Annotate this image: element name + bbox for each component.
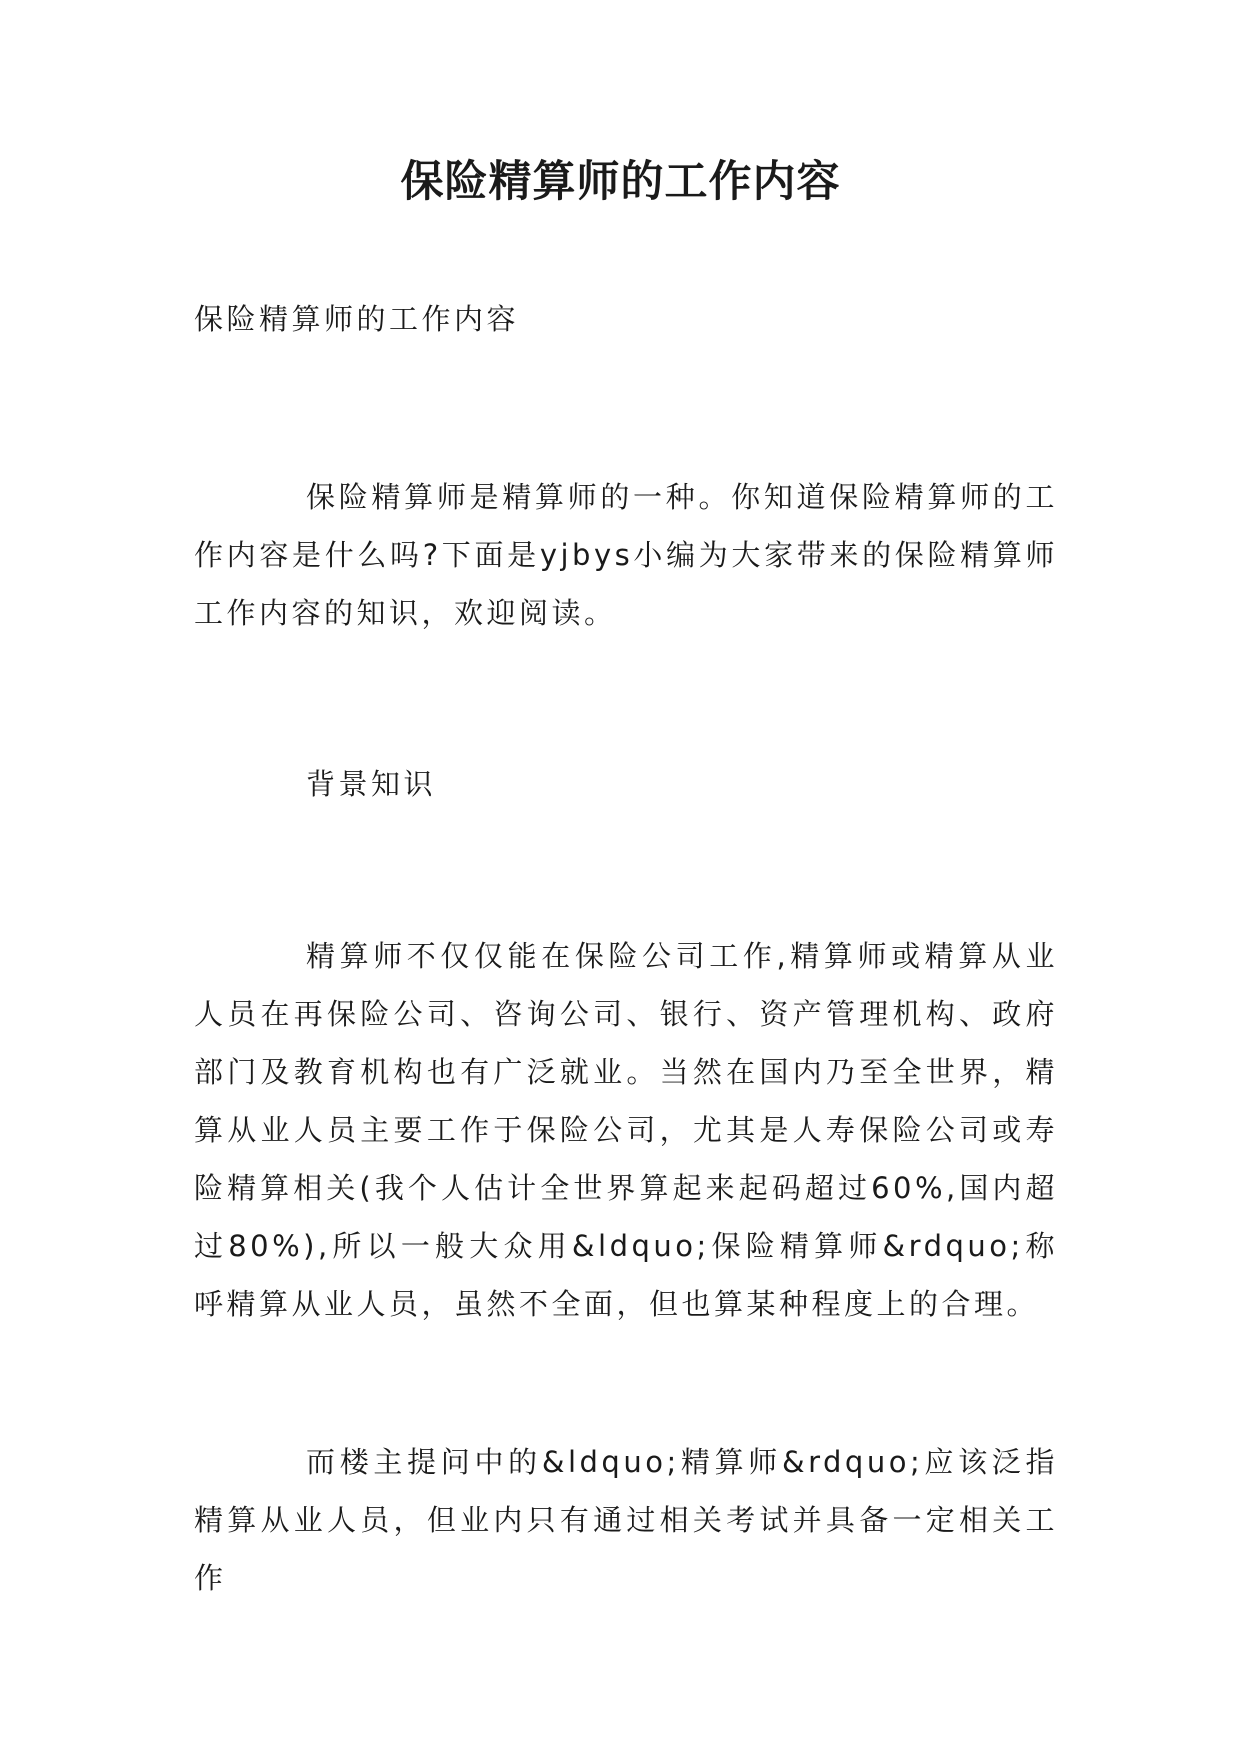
body-paragraph-1: 精算师不仅仅能在保险公司工作,精算师或精算从业人员在再保险公司、咨询公司、银行、资产管理机构、政府部门及教育机构也有广泛就业。当然在国内乃至全世界，精算从业人员主要工作于保险公司，尤其是人寿保险公司或寿险精算相关(我个人估计全世界算起来起码超过60%,国内超过80%),所以一般大众用&ldquo;保险精算师&rdquo;称呼精算从业人员，虽然不全面，但也算某种程度上的合理。 — [194, 939, 1058, 1321]
document-subtitle: 保险精算师的工作内容 — [194, 302, 520, 336]
body-paragraph-2: 而楼主提问中的&ldquo;精算师&rdquo;应该泛指精算从业人员，但业内只有通过相关考试并具备一定相关工作 — [194, 1445, 1058, 1595]
document-title: 保险精算师的工作内容 — [400, 157, 841, 207]
section-heading: 背景知识 — [306, 767, 437, 801]
intro-paragraph: 保险精算师是精算师的一种。你知道保险精算师的工作内容是什么吗?下面是yjbys小编为大家带来的保险精算师工作内容的知识，欢迎阅读。 — [194, 480, 1058, 630]
